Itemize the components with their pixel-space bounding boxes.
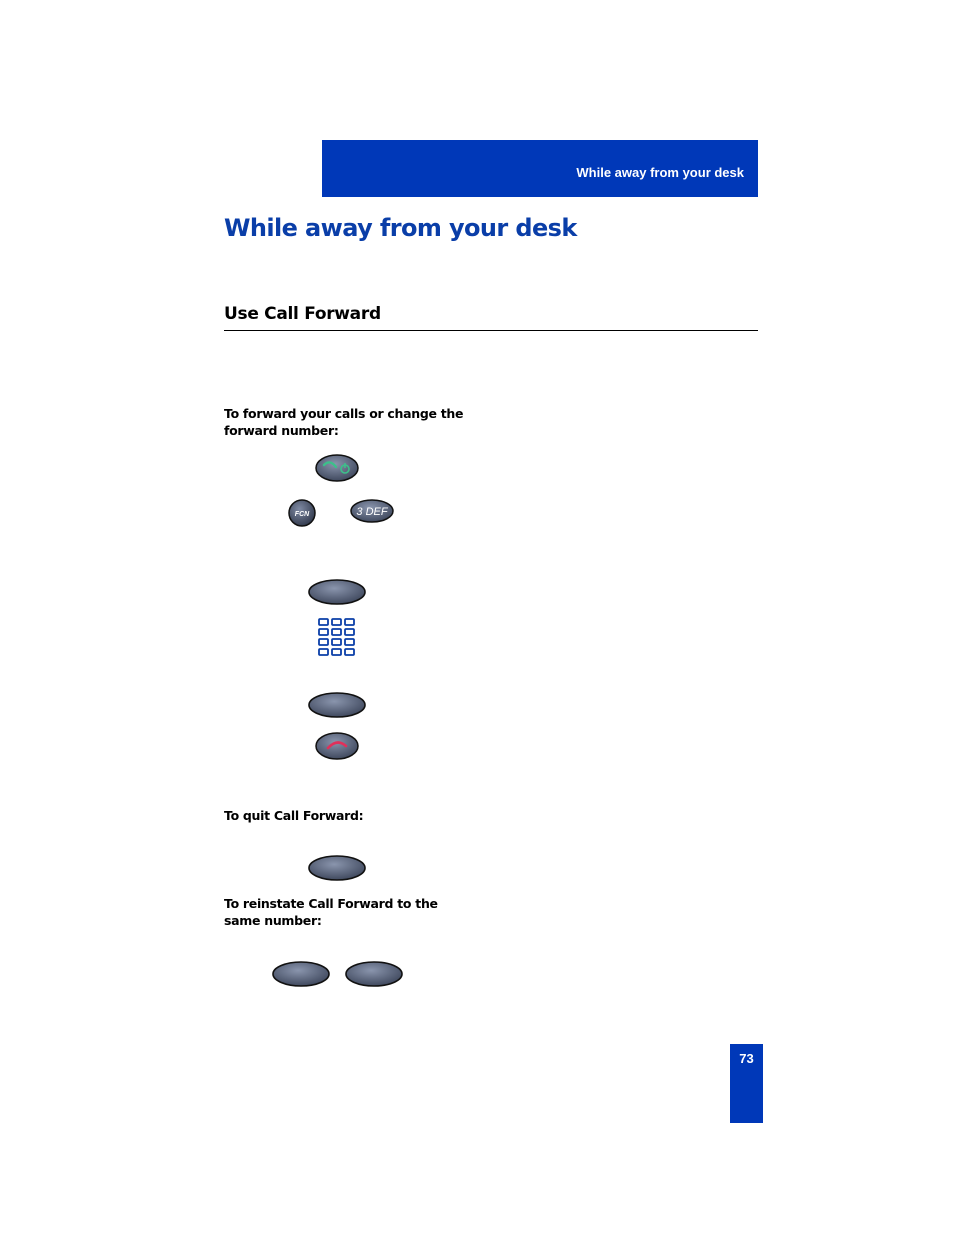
instruction-forward: To forward your calls or change the forward number: — [224, 406, 464, 438]
soft-key-icon[interactable] — [344, 960, 404, 988]
handsfree-key-icon[interactable] — [314, 453, 360, 483]
three-def-key-label: 3 DEF — [356, 506, 388, 518]
release-key-icon[interactable] — [314, 731, 360, 761]
instruction-quit: To quit Call Forward: — [224, 808, 364, 823]
soft-key-icon[interactable] — [307, 578, 367, 606]
soft-key-icon[interactable] — [307, 691, 367, 719]
page-number: 73 — [739, 1051, 754, 1066]
three-def-key-icon[interactable] — [349, 498, 395, 524]
fcn-key-icon[interactable] — [287, 498, 317, 528]
section-divider — [224, 330, 758, 331]
dialpad-icon — [317, 617, 357, 659]
soft-key-icon[interactable] — [271, 960, 331, 988]
header-bar — [322, 140, 758, 197]
instruction-reinstate: To reinstate Call Forward to the same number: — [224, 896, 438, 928]
header-section-label: While away from your desk — [576, 165, 744, 180]
soft-key-icon[interactable] — [307, 854, 367, 882]
page-title: While away from your desk — [224, 214, 577, 242]
page-number-tab — [730, 1044, 763, 1123]
fcn-key-label: FCN — [294, 511, 310, 518]
section-title: Use Call Forward — [224, 304, 381, 324]
